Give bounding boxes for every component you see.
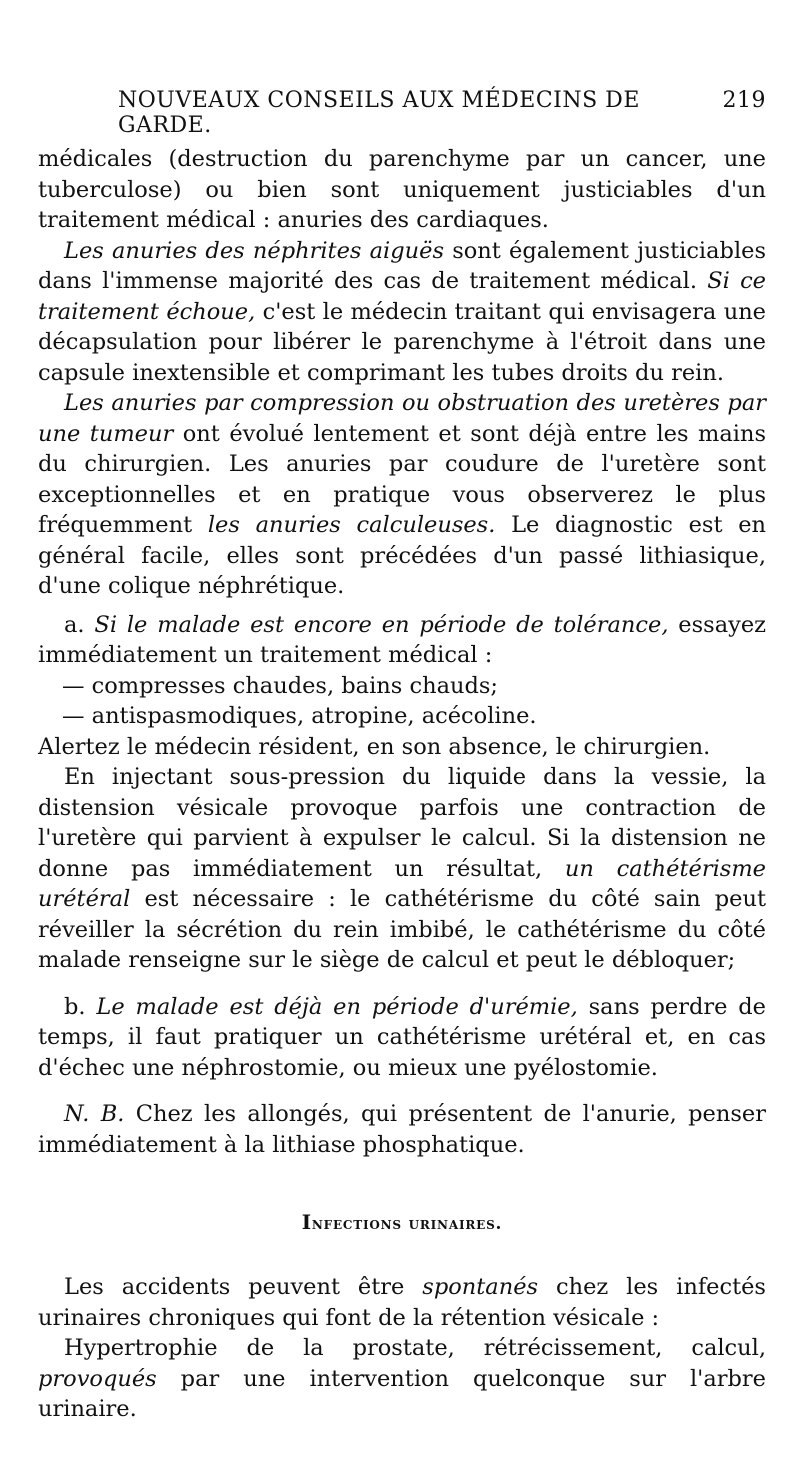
paragraph-text: ont évolué lentement et sont déjà entre les mains du chirurgien. Les anuries par coudure de l'uretère sont exceptionnelles et en pratique vous observerez le plus fréquemment — [38, 420, 766, 538]
page-number: 219 — [722, 88, 766, 113]
paragraph-alert — [38, 732, 766, 763]
page-header — [38, 88, 766, 138]
italic-lead: Les anuries par compression ou obstruation des uretères par une tumeur — [38, 390, 766, 447]
paragraph-text: chez les infectés urinaires chroniques qui font de la rétention vésicale : — [38, 1274, 766, 1331]
paragraph-text: Le diagnostic est en général facile, elles sont précédées d'un passé lithiasique, d'une colique néphrétique. — [38, 512, 767, 599]
paragraph-text: Chez les allongés, qui présentent de l'anurie, penser immédiatement à la lithiase phosphatique. — [38, 1101, 766, 1158]
case-label: a. — [64, 611, 85, 638]
italic-lead: Le malade est déjà en période d'urémie, — [96, 993, 578, 1020]
section-heading — [38, 1210, 766, 1234]
italic-phrase: les anuries calculeuses. — [207, 512, 496, 538]
running-title: NOUVEAUX CONSEILS AUX MÉDECINS DE GARDE. — [118, 88, 640, 138]
paragraph-injection — [38, 762, 766, 976]
paragraph-text: Alertez le médecin résident, en son absence, le chirurgien. — [38, 733, 711, 760]
paragraph-nota-bene — [38, 1099, 766, 1160]
paragraph-nephrites — [38, 236, 766, 389]
case-label: b. — [64, 993, 86, 1020]
italic-phrase: Si ce traitement échoue, — [38, 268, 766, 325]
paragraph-compression — [38, 388, 766, 602]
paragraph-hypertrophy — [38, 1333, 766, 1425]
paragraph-text: par une intervention quelconque sur l'arbre urinaire. — [38, 1365, 766, 1422]
paragraph-text: est nécessaire : le cathétérisme du côté sain peut réveiller la sécrétion du rein imbibé, le cathétérisme du côté malade renseigne sur le siège de calcul et peut le débloquer; — [38, 886, 766, 973]
italic-lead: N. B. — [64, 1101, 125, 1127]
paragraph-text: sans perdre de temps, il faut pratiquer un cathétérisme urétéral et, en cas d'échec une néphrostomie, ou mieux une pyélostomie. — [38, 993, 767, 1081]
paragraph-text: essayez immédiatement un traitement médical : — [38, 611, 767, 668]
paragraph-text: c'est le médecin traitant qui envisagera une décapsulation pour libérer le parenchyme à l'étroit dans une capsule inextensible et comprimant les tubes droits du rein. — [38, 298, 766, 386]
italic-lead: Les anuries des néphrites aiguës — [64, 237, 445, 264]
paragraph-case-b — [38, 992, 766, 1084]
paragraph-text: médicales (destruction du parenchyme par un cancer, une tuberculose) ou bien sont uniquement justiciables d'un traitement médical : anuries des cardiaques. — [38, 146, 766, 233]
paragraph-text: En injectant sous-pression du liquide dans la vessie, la distension vésicale provoque parfois une contraction de l'uretère qui parvient à expulser le calcul. Si la distension ne donne pas immédiatement un résultat, — [38, 764, 766, 882]
paragraph-case-a — [38, 610, 766, 671]
paragraph-text: Les accidents peuvent être — [64, 1274, 423, 1300]
italic-phrase: provoqués — [38, 1365, 157, 1392]
paragraph-text: Hypertrophie de la prostate, rétrécissement, calcul, — [64, 1335, 766, 1361]
paragraph-text: sont également justiciables dans l'immense majorité des cas de traitement médical. — [38, 237, 766, 294]
paragraph-continuation — [38, 144, 766, 236]
italic-phrase: un cathétérisme urétéral — [38, 855, 766, 912]
italic-lead: Si le malade est encore en période de tolérance, — [94, 611, 669, 638]
list-item: — antispasmodiques, atropine, acécoline. — [62, 703, 537, 729]
paragraph-accidents — [38, 1272, 766, 1333]
heading-rest: nfections urinaires. — [311, 1214, 503, 1234]
heading-initial: I — [301, 1210, 312, 1234]
book-page — [38, 88, 766, 1425]
list-item: — compresses chaudes, bains chauds; — [62, 672, 499, 699]
italic-phrase: spontanés — [422, 1274, 539, 1300]
